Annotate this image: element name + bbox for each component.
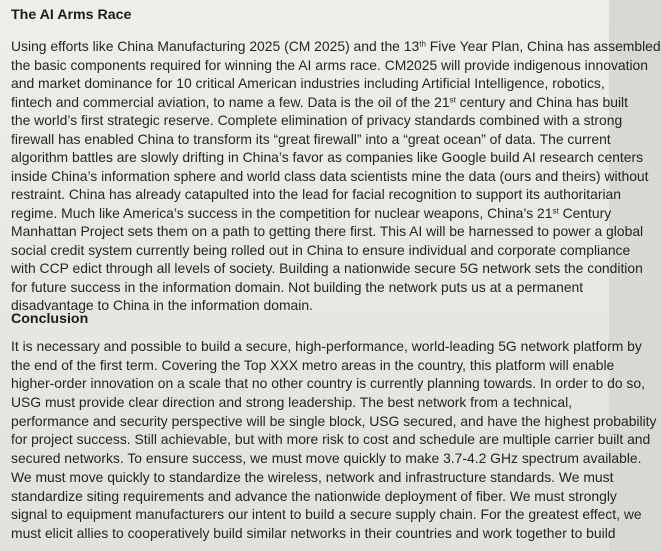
paragraph-line: higher-order innovation on a scale that no other country is currently planning towards. In order to do so,: [11, 375, 645, 392]
paragraph-line: with CCP edict through all levels of society. Building a nationwide secure 5G network sets the condition: [11, 260, 643, 276]
paragraph-line: regime. Much like America’s success in the competition for nuclear weapons, China’s 21st Century: [11, 204, 612, 221]
ordinal-suffix: st: [552, 206, 559, 216]
ordinal-suffix: st: [449, 95, 456, 105]
paragraph-line: USG must provide clear direction and strong leadership. The best network from a technical,: [11, 394, 573, 411]
paragraph-line: and market dominance for 10 critical American industries including Artificial Intelligence, robotics,: [11, 75, 605, 91]
section-heading-conclusion: Conclusion: [11, 311, 89, 327]
paragraph-line: restraint. China has already catapulted into the lead for facial recognition to support its authoritarian: [11, 186, 622, 202]
paragraph-line: fintech and commercial aviation, to name a few. Data is the oil of the 21st century and China has built: [11, 93, 629, 110]
paragraph-line: inside China’s information sphere and world class data scientists mine the data (ours and theirs) without: [11, 167, 649, 184]
conclusion-paragraph: [11, 337, 657, 543]
paragraph-line: signal to equipment manufacturers our intent to build a secure supply chain. For the greatest effect, we: [11, 506, 642, 523]
paragraph-line: secured networks. To ensure success, we must move quickly to make 3.7-4.2 GHz spectrum available.: [11, 450, 642, 467]
paragraph-line: for project success. Still achievable, but with more risk to cost and schedule are multiple carrier built and: [11, 431, 651, 448]
ordinal-suffix: th: [419, 39, 426, 49]
paragraph-line: Using efforts like China Manufacturing 2025 (CM 2025) and the 13th Five Year Plan, China has assembled: [11, 38, 661, 54]
paragraph-line: must elicit allies to cooperatively build similar networks in their countries and work together to build: [11, 524, 616, 541]
paragraph-line: disadvantage to China in the information domain.: [11, 297, 313, 313]
paragraph-line: algorithm battles are slowly drifting in China’s favor as companies like Google build AI research centers: [11, 149, 644, 165]
paragraph-line: the world’s first strategic reserve. Complete elimination of privacy standards combined with a strong: [11, 112, 623, 128]
paragraph-line: for future success in the information domain. Not building the network puts us at a permanent: [11, 278, 584, 295]
section-heading-ai-arms-race: The AI Arms Race: [11, 7, 132, 23]
paragraph-line: standardize siting requirements and advance the nationwide deployment of fiber. We must strongly: [11, 487, 617, 504]
paragraph-line: performance and security perspective will be single block, USG secured, and have the highest probability: [11, 412, 657, 429]
paragraph-line: We must move quickly to standardize the wireless, network and infrastructure standards. We must: [11, 468, 614, 485]
paragraph-line: Manhattan Project sets them on a path to getting there first. This AI will be harnessed to power a global: [11, 223, 644, 239]
paragraph-line: It is necessary and possible to build a secure, high-performance, world-leading 5G network platform by: [11, 338, 642, 354]
paragraph-line: the end of the first term. Covering the Top XXX metro areas in the country, this platform will enable: [11, 356, 615, 373]
ai-arms-race-paragraph: [11, 37, 661, 315]
paragraph-line: social credit system currently being rolled out in China to ensure individual and corporate compliance: [11, 241, 631, 258]
paragraph-line: firewall has enabled China to transform its “great firewall” into a “great ocean” of data. The current: [11, 130, 611, 147]
paragraph-line: the basic components required for winning the AI arms race. CM2025 will provide indigenous innovation: [11, 56, 649, 73]
